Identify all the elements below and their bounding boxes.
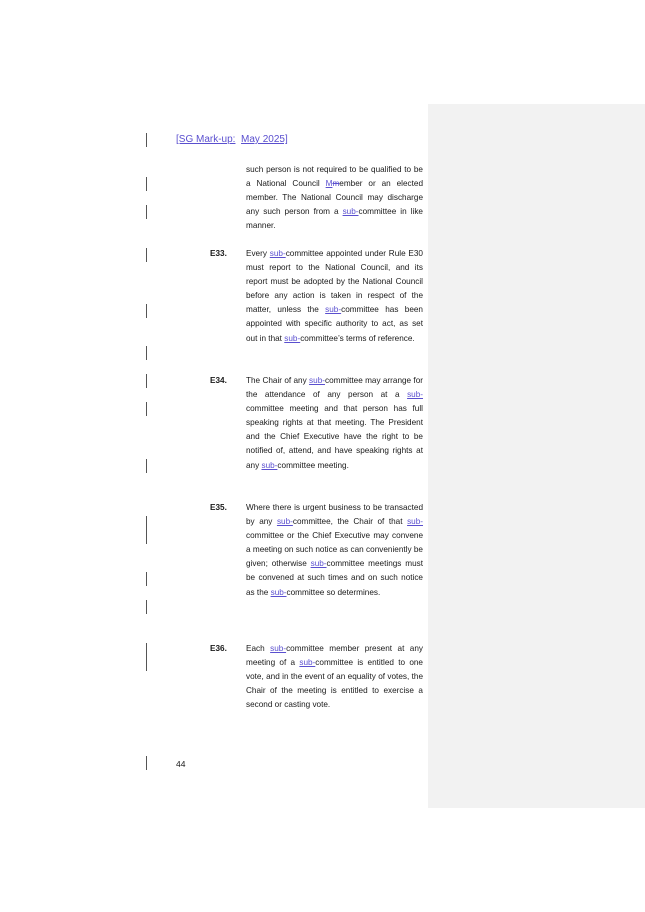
change-bar [146, 304, 147, 318]
insertion: sub- [407, 517, 423, 527]
change-bar [146, 572, 147, 586]
comment-pane [428, 104, 645, 808]
insertion: sub- [309, 376, 325, 385]
clause-e35-text: Where there is urgent business to be transacted by any sub-committee, the Chair of that sub-committee or the Chief Executive may convene a meeting on such notice as can conveniently be given; otherwise sub-committee meetings must be convened at such times and on such notice as the sub-committee so determines. [246, 503, 423, 597]
change-bar [146, 133, 147, 147]
change-bar [146, 177, 147, 191]
clause-number: E35. [210, 503, 227, 512]
insertion: sub- [407, 390, 423, 400]
insertion: sub- [261, 460, 278, 470]
insertion: sub- [325, 305, 342, 315]
page-number: 44 [176, 759, 186, 769]
insertion: M [325, 179, 333, 189]
clause-e34-text: The Chair of any sub-committee may arrange for the attendance of any person at a sub-committee meeting and that person has full speaking rights at that meeting. The President and the Chief Executive have the right to be notified of, attend, and have speaking rights at any sub-committee meeting. [246, 376, 423, 470]
markup-label: [SG Mark-up: [176, 134, 236, 145]
change-bar [146, 205, 147, 219]
intro-paragraph: such person is not required to be qualified to be a National Council Mmember or an elected member. The National Council may discharge any such person from a sub-committee in like manner. [246, 165, 423, 231]
insertion: sub- [284, 333, 301, 343]
clause-number: E36. [210, 644, 227, 653]
insertion: sub- [270, 587, 287, 597]
markup-date: May 2025] [241, 134, 288, 145]
change-bar [146, 459, 147, 473]
insertion: sub- [299, 658, 316, 668]
change-bar [146, 516, 147, 544]
clause-number: E34. [210, 376, 227, 385]
deletion: m [332, 179, 340, 189]
insertion: sub- [310, 559, 327, 569]
insertion: sub- [270, 644, 287, 653]
change-bar [146, 756, 147, 770]
change-bar [146, 643, 147, 671]
markup-header [176, 134, 288, 145]
clause-e33-text: Every sub-committee appointed under Rule E30 must report to the National Council, and its report must be adopted by the National Council before any action is taken in respect of the matter, unless the sub-committee has been appointed with specific authority to act, as set out in that sub-committee’s terms of reference. [246, 249, 423, 343]
change-bar [146, 346, 147, 360]
insertion: sub- [276, 517, 293, 527]
change-bar [146, 374, 147, 388]
change-bar [146, 402, 147, 416]
change-bar [146, 600, 147, 614]
clause-number: E33. [210, 249, 227, 258]
insertion: sub- [269, 249, 286, 258]
change-bar [146, 248, 147, 262]
insertion: sub- [342, 207, 359, 217]
clause-e36-text: Each sub-committee member present at any meeting of a sub-committee is entitled to one vote, and in the event of an equality of votes, the Chair of the meeting is entitled to exercise a second or casting vote. [246, 644, 424, 710]
